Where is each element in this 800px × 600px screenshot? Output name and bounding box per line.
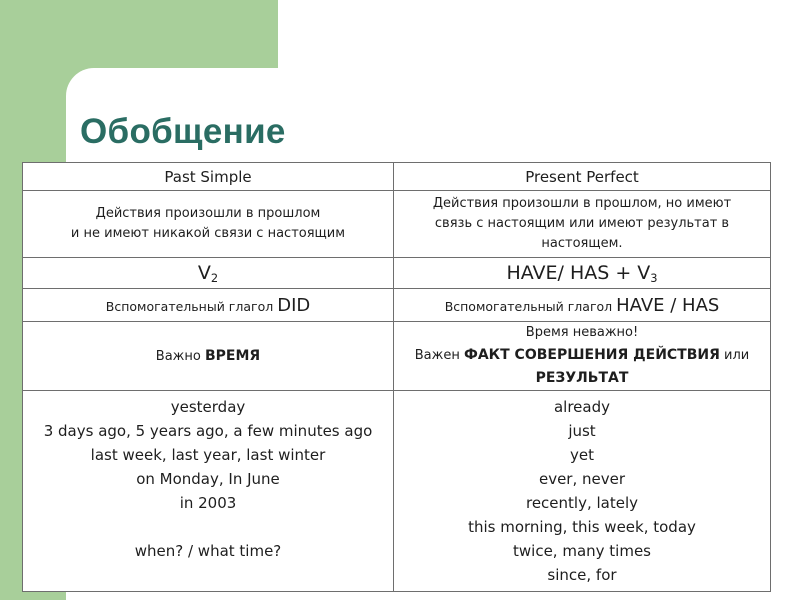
verb-form-row: [23, 258, 771, 289]
marker-question: when? / what time?: [134, 542, 282, 560]
focus-value: ВРЕМЯ: [204, 347, 261, 364]
marker-item: just: [568, 422, 596, 440]
verb-form-subscript: 2: [210, 270, 219, 285]
comparison-table: [22, 162, 771, 592]
header-row: [23, 163, 771, 191]
focus-note: Время неважно!: [525, 325, 639, 340]
marker-item: this morning, this week, today: [468, 518, 696, 536]
description-line: Действия произошли в прошлом: [95, 206, 321, 221]
auxiliary-value: DID: [277, 294, 311, 316]
focus-value: ФАКТ СОВЕРШЕНИЯ ДЕЙСТВИЯ: [463, 347, 720, 363]
spacer: [29, 515, 387, 539]
focus-row: [23, 322, 771, 391]
marker-item: in 2003: [179, 494, 237, 512]
description-line: и не имеют никакой связи с настоящим: [70, 226, 346, 241]
past-simple-form: [23, 258, 394, 289]
marker-item: already: [553, 398, 610, 416]
past-simple-description: [23, 191, 394, 258]
focus-label: Важен: [414, 348, 460, 363]
auxiliary-label: Вспомогательный глагол: [105, 298, 274, 314]
present-perfect-focus: [394, 322, 771, 391]
present-perfect-markers: [394, 391, 771, 592]
focus-value-result: РЕЗУЛЬТАТ: [535, 370, 629, 386]
marker-item: since, for: [547, 566, 617, 584]
marker-item: 3 days ago, 5 years ago, a few minutes ago: [43, 422, 373, 440]
marker-item: last week, last year, last winter: [90, 446, 326, 464]
description-line: настоящем.: [541, 236, 623, 251]
auxiliary-value: HAVE / HAS: [616, 294, 720, 316]
focus-or: или: [724, 348, 750, 363]
verb-form-subscript: 3: [650, 270, 658, 285]
verb-form: HAVE/ HAS + V: [506, 261, 651, 284]
header-present-perfect: Present Perfect: [394, 163, 771, 191]
marker-item: yesterday: [170, 398, 246, 416]
marker-item: yet: [570, 446, 594, 464]
past-simple-focus: [23, 322, 394, 391]
focus-label: Важно: [155, 348, 201, 364]
marker-item: ever, never: [538, 470, 626, 488]
marker-item: recently, lately: [525, 494, 639, 512]
header-past-simple: Past Simple: [23, 163, 394, 191]
description-row: [23, 191, 771, 258]
marker-item: on Monday, In June: [136, 470, 280, 488]
auxiliary-label: Вспомогательный глагол: [444, 298, 613, 314]
present-perfect-description: [394, 191, 771, 258]
past-simple-markers: [23, 391, 394, 592]
present-perfect-form: [394, 258, 771, 289]
description-line: Действия произошли в прошлом, но имеют: [432, 196, 732, 211]
past-simple-auxiliary: [23, 289, 394, 322]
description-line: связь с настоящим или имеют результат в: [434, 216, 730, 231]
marker-item: twice, many times: [513, 542, 651, 560]
time-markers-row: [23, 391, 771, 592]
verb-form: V: [197, 261, 211, 284]
page-title: Обобщение: [80, 112, 286, 151]
auxiliary-verb-row: [23, 289, 771, 322]
present-perfect-auxiliary: [394, 289, 771, 322]
